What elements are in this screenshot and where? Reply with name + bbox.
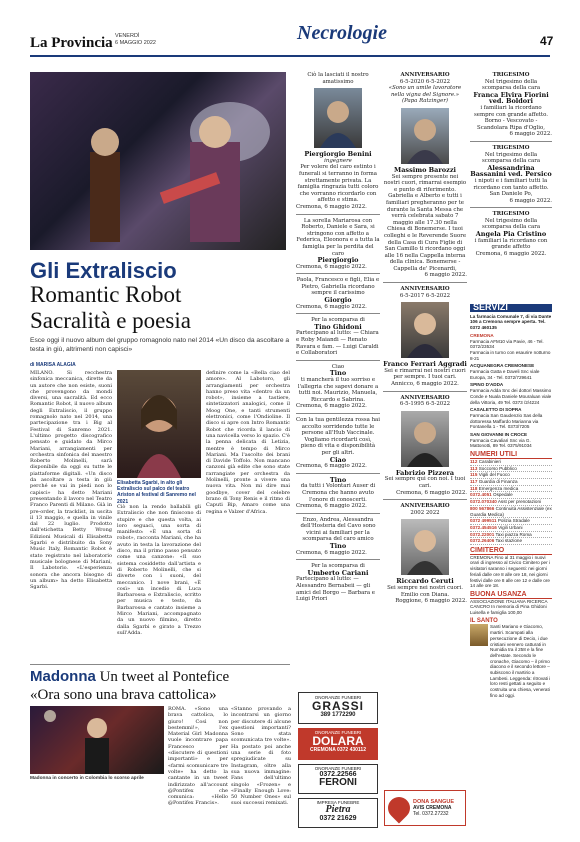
ad-phone: 389 1772290 [320,712,356,718]
numero-utile-number: 117 [470,478,478,484]
stage-illustration [30,72,286,250]
servizi-town-detail: Farmacia Cavaliari Snc via G. Mattonotti, 89 Tel. 0375/91034 [470,437,532,449]
numero-utile-number: 115 [470,472,478,478]
obit-text: Partecipano al lutto: — Chiara e Roby Maiandi — Renato Ravara e fam. — Luigi Caraldi e Collaboratori [296,330,379,357]
ad-phone: Tel. 0372.27232 [413,811,449,817]
ad-name: DOLARA [312,734,364,748]
trigesimo-column [470,72,552,302]
numero-utile-number: 800 567866 [470,505,495,511]
trigesimo-text: Nel trigesimo della scomparsa della cara [481,78,541,92]
servizi-box [470,304,552,808]
obit-text: Partecipano al lutto: — Alessandro Bernabeii — gli amici del Borgo — Barbara e Luigi Priori [296,576,375,603]
ad-pietra[interactable] [298,798,378,828]
servizi-town-detail: Farmacia San Gaudenzio Sas della dottoressa Maffardo Marianna via Fontanella 1 - Tel. 0373/7205 [470,412,543,430]
buona-usanza-text: ASSOCIAZIONE ITALIANA RICERCA CANCRO In memoria di Pina Ghidoni Luisella e famiglia 100,00 [470,598,548,616]
portrait-icon [401,108,449,164]
obit-name: Tino [329,369,347,378]
riccardo-ceruti-photo [401,519,449,575]
servizi-town: ACQUANEGRA CREMONESE [470,363,535,369]
obit-name: Tino [329,542,347,551]
masthead-rule [30,55,550,57]
anniversary-years: 6-5-1995 6-5-2022 [399,401,451,408]
santo-title: IL SANTO [470,617,498,624]
numero-utile-row [470,459,552,466]
trigesimo-text: Nel trigesimo della scomparsa della cara [481,151,541,165]
ad-line: IMPRESA FUNEBRE [316,800,360,805]
anniversary-name: Riccardo Ceruti [396,577,454,586]
trigesimo-name: Angela Pia Cristino [475,230,547,239]
numero-utile-label: Vigili Urbani [498,524,523,530]
numero-utile-number: 113 [470,465,478,471]
obit-name: Piergiorgio Benini [304,150,372,159]
massimo-barozzi-photo [401,108,449,164]
issue-date [115,33,156,47]
anniversary-label: ANNIVERSARIO [400,503,450,510]
anniversary-text: Sei e rimarrai nei nostri cuori per sempre. I tuoi cari. Annicco, 6 maggio 2022. [384,367,466,388]
numeri-utili-list [470,459,552,545]
numero-utile-label: Ospedale [493,492,513,498]
servizi-intro: La farmacia Comunale 7, di via Dante 106 a Cremona sempre aperta. Tel. 0372 460135 [470,313,552,331]
numeri-utili-title: NUMERI UTILI [470,452,552,459]
article-byline: di MARISA ALAGIA [30,362,76,368]
anniversary-label: ANNIVERSARIO [400,394,450,401]
obit-text: da tutti i Volontari Auser di Cremona che hanno avuto l'onore di conoscerti. [300,483,376,503]
servizi-cremona-title: CREMONA [470,332,494,338]
anniversary-quote: «Sono un umile lavoratore nella vigna del Signore.» (Papa Ratzinger) [388,85,462,105]
obit-name: Piergiorgio [317,256,359,265]
servizi-town: SAN GIOVANNI IN CROCE [470,432,528,438]
anniversaries-column [383,72,467,672]
ad-name: FERONI [319,777,357,788]
obit-heading: Per la scomparsa di [311,563,365,570]
numero-utile-row [470,532,552,539]
numero-utile-label: Asst per prenotazioni [497,499,542,505]
ad-grassi[interactable] [298,692,378,724]
numero-utile-number: 0372.26406 [470,538,495,544]
numero-utile-row [470,506,552,518]
article-subtitle: Esce oggi il nuovo album del gruppo romagnolo nato nel 2014 «Un disco da ascoltare a testa in giù, altrimenti non capisci» [30,337,290,353]
obit-text: ti mancherà il tuo sorriso e l'allegria che sapevi donare a tutti noi. Maurizio, Manuela, Riccardo e Sabrina. [297,377,379,403]
obit-text: Per volere del caro estinto i funerali si terranno in forma strettamente privata. La famiglia ringrazia tutti coloro che vorranno ricordarlo con affetto e stima. [297,164,379,204]
section-title: Necrologie [297,22,387,44]
servizi-pharmacy: Farmacia AFM10 via Pavie, 46 - Tel. 0372/23534 [470,338,544,350]
anniversary-text: Sei sempre qui con noi. I tuoi cari. [384,476,466,489]
numero-utile-label: Vigili del Fuoco [478,472,510,478]
concert-illustration [30,706,164,774]
second-title-line2: «Ora sono una brava cattolica» [30,687,217,703]
ad-line: DONA SANGUE [413,799,455,805]
second-article-kicker: Madonna [30,668,96,685]
ad-name: Pietra [325,804,351,815]
obit-date: Cremona, 6 maggio 2022. [296,403,367,410]
obit-name: Giorgio [324,296,352,305]
numero-utile-label: Emergenza medica [478,485,519,491]
numero-utile-label: Taxi piazza Roma [495,531,532,537]
numero-utile-number: 0372 499511 [470,518,497,524]
page-number: 47 [540,34,554,48]
obit-date: Cremona, 6 maggio 2022. [296,503,367,510]
ad-phone: CREMONA 0372 430112 [310,747,366,753]
trigesimo-text: Nel trigesimo della scomparsa della cara [481,217,541,231]
obit-heading: Per la scomparsa di [311,317,365,324]
anniversary-text: Sei sempre presente nei nostri cuori, rimarrai esempio e punto di riferimento. Gabriella e Alberto e tutti i familiari pregheranno per te durante la Santa Messa che verrà celebrata sabato 7 maggio alle 17.30 nella Chiesa di Bonemerse. I tuoi colleghi e le Reverende Suore della Casa di Cura Figlie di San Camillo ti ricordano oggi alle 16 nella Cappella interna della clinica. Bonemerse - Cappella de' Picenardi, [383,173,467,272]
santo-icon [470,624,488,646]
obituaries-column [296,72,380,672]
anniversary-name: Fabrizio Pizzera [395,468,455,477]
obit-name: Ciao [329,455,347,464]
trigesimo-text: i nipoti e i familiari tutti la ricordano con tanto affetto. San Daniele Po, [473,177,549,198]
numero-utile-label: Taxi stazione [495,538,523,544]
avis-drop-icon [383,792,414,823]
obit-name: Tino Ghidoni [314,322,362,331]
numero-utile-row [470,492,552,499]
numero-utile-row [470,472,552,479]
numero-utile-label: Carabinieri [478,458,501,464]
ad-avis[interactable] [384,790,466,826]
numero-utile-row [470,499,552,506]
obit-heading: Ciao [331,363,345,370]
portrait-icon [314,88,362,148]
article-title [30,282,290,334]
anniversary-date: Cremona, 6 maggio 2022. [396,489,467,496]
elisabetta-sgarbi-photo [117,370,201,478]
numero-utile-row [470,525,552,532]
numero-utile-number: 112 [470,458,478,464]
second-article-column-1: ROMA. «Sono una brava cattolica, lo giuro! Così non bestemmi!», l'ex Material Girl Madonna vuole incontrare papa Francesco per «discutere di questioni importanti» e per «farmi scomunicare tre volte» ha detto la cantante in un tweet indirizzato all'account @Pontifex che comunica: «Hello @Pontifex Francis». [168,706,228,807]
article-column-3: definire come la «Bella ciao del amore». Al Labotoro, gli arrangiamenti per orchestra hanno preso vita «dentro da un robot», insieme a tastiere, sintetizzatori analogici, come il Moog One, e tanti strumenti elettronici, come l'Ondioline. Il disco si apre con Intro Romantic Robot che ricorda il lancio di una navicella verso lo spazio. C'è la penna delicata di Letizia, mentre è tempo di Mirco Mariani. Ma l'ascolto dei brani di Davide Toffolo. Non mancano canzoni già edite che sono state rarrangiate per orchestra da Molinelli, pronte a vivere una nuova vita. Non mi dire mai goodbye, cover del celebre brano di Tony Renis e il ritmo di Caputi Bip, Amaro come una regina e Valzer d'Africa. [206,370,290,515]
ad-phone: 0372.22566 [319,771,357,778]
anniversary-name: Franco Ferrari Aggradi [383,360,467,369]
servizi-title: SERVIZI [470,304,552,312]
numero-utile-label: Soccorso Pubblico [478,465,517,471]
obit-date: Cremona, 6 maggio 2022. [296,203,367,210]
numero-utile-label: Polizia Stradale [497,518,530,524]
newspaper-logo: La Provincia [30,35,113,51]
cimitero-text: CREMONA Fino al 31 maggio i nuovi orari di ingresso al Civico Cimitero per i visitatori saranno i seguenti: nei giorni feriali dalle ore 8 alle ore 18, nei giorni festivi dalle ore 8 alle ore 12 e dalle ore 14 alle ore 18. [470,554,550,589]
article-title-line2: Sacralità e poesia [30,308,191,333]
franco-ferrari-photo [401,302,449,358]
anniversary-date: 6 maggio 2022. [424,272,467,279]
trigesimo-date: 6 maggio 2022. [509,131,552,138]
trigesimo-date: Cremona, 6 maggio 2022. [475,250,547,257]
trigesimo-label: TRIGESIMO [492,144,530,151]
numero-utile-row [470,538,552,545]
ad-phone: 0372 21629 [319,815,357,822]
anniversary-years: 2002 2022 [410,509,440,516]
portrait-icon [401,302,449,358]
buona-usanza-title: BUONA USANZA [470,592,552,599]
obit-heading: Ciò la lasciati il nostro amatissimo [307,72,369,85]
portrait-icon [401,411,449,467]
ad-line: ONORANZE FUNEBRI [314,730,362,735]
second-title-line1: Un tweet al Pontefice [99,669,230,685]
cimitero-title: CIMITERO [470,548,552,555]
piergiorgio-benini-photo [314,88,362,148]
obit-date: Cremona, 6 maggio 2022. [296,303,367,310]
anniversary-label: ANNIVERSARIO [400,72,450,78]
ad-dolara[interactable] [298,728,378,760]
trigesimo-name: Franca Elvira Fiorini ved. Boldori [473,90,549,106]
obit-name: Umberto Cariani [307,568,369,577]
numero-utile-row [470,486,552,493]
trigesimo-text: i familiari la ricordano con grande affetto [474,237,548,251]
numero-utile-row [470,479,552,486]
servizi-town-detail: Farmacia Adda Snc dei dottori Massimo Conde e Nuala Daniele Mouraluan viale della Vittoria, 49 Tel. 0373 /2/4224 [470,388,552,405]
trigesimo-label: TRIGESIMO [492,211,530,218]
servizi-town: CASALETTO DI SOPRA [470,407,522,413]
ad-line: ONORANZE FUNEBRI [314,766,362,771]
servizi-pharmacy: Farmacia in turno con esaurire notturno 8-21 [470,349,551,361]
obit-name: Tino [329,475,347,484]
photo-caption: Elisabetta Sgarbi, in alto gli Extraliscio sul palco del teatro Ariston al festival di Sanremo nel 2021 [117,480,196,505]
trigesimo-text: i familiari la ricordano sempre con grande affetto. Borno - Vescovato - Scandolara Ripa d'Oglio, [474,104,548,131]
ad-name: AVIS CREMONA [413,805,452,811]
second-article-title [30,668,292,704]
servizi-town: SPINO D'ADDA [470,382,504,388]
ad-line: ONORANZE FUNEBRI [314,695,362,700]
article-title-line1: Romantic Robot [30,282,182,307]
obit-date: Cremona, 6 maggio 2022. [296,463,367,470]
issue-day: VENERDÌ [115,33,140,39]
numero-utile-number: 118 [470,485,478,491]
article-kicker: Gli Extraliscio [30,258,177,283]
portrait-icon [401,519,449,575]
numero-utile-number: 0372.4051 [470,492,492,498]
portrait-illustration [117,370,201,478]
obit-text: Enzo, Andrea, Alessandra dell'Hosteria del Cavo sono vicini ai familiari per la scomparsa del caro amico [300,516,376,543]
fabrizio-pizzera-photo [401,411,449,467]
ad-name: GRASSI [311,699,364,713]
anniversary-years: 6-5-2020 6-5-2022 [399,78,451,85]
numero-utile-row [470,518,552,525]
obit-text: Con la tua gentilezza rossa hai accolto sorridendo tutte le persone all'Hub Vaccinale. Vogliamo ricordarti così, pieno di vita e disponibilità per gli altri. [296,416,380,456]
numero-utile-number: 0372.070340 [470,499,497,505]
anniversary-name: Massimo Barozzi [394,165,456,174]
trigesimo-label: TRIGESIMO [492,72,530,78]
numero-utile-label: Guardia di Finanza [478,478,518,484]
obit-text: La sorella Mariarosa con Roberto, Daniele e Sara, si stringono con affetto a Federica, Eleonora e a tutta la famiglia per la perdita del caro [296,217,380,257]
anniversary-years: 6-5-2017 6-5-2022 [399,292,451,299]
servizi-town-detail: Farmacia Gatta e Daveli Snc viale Europa, 34 - Tel. 0372/729641 [470,369,540,380]
anniversary-label: ANNIVERSARIO [400,286,450,293]
trigesimo-name: Alessandrina Bassanini ved. Persico [470,163,552,179]
numero-utile-number: 0372.454516 [470,524,497,530]
obit-text: Paola, Francesco e figli, Elia e Pietro, Gabriella ricordano sempre il carissimo [296,277,380,297]
article-divider [30,664,290,665]
obit-date: Cremona, 6 maggio 2022. [296,263,367,270]
article-column-1: MILANO. Si recchestra sinfonica meccanica, dirette da un autore che non esiste, suoni che provengono da mondi diversi, una sacralità. Ed ecco Romantic Robot, il nuovo album degli Extraliscio, il gruppo romagnolo nato nel 2014, una partecipazione tra i Big al Festival di Sanremo 2021. L'ultimo progetto discografico pensato e guidato da Mirco Mariani, arrangiamenti per orchestra sinfonica del maestro Roberto Molinelli, sarà disponibile da oggi su tutte le piattaforme digitali. «Un disco da ascoltare a testa in giù perché se vai in piedi non lo capisci» ha detto Mariani presentando il lavoro nel Teatro Franco Parenti di Milano. Già in pre-order, la tracklist, in uscita il 13 maggio, e quella in vinile dal 22 luglio. Prodotto dall'etichetta Betty Wrong Edizioni Musicali di Elisabetta Sgarbi e distribuito da Sony Music Italy, Romantic Robot è stato registrato nel laboratorio musicale bolognese di Mariani, Il Labotorio. «L'esperienza sonora che ancora bisogno di un album» ha detto Elisabetta Sgarbi. [30,370,112,591]
extraliscio-stage-photo [30,72,286,250]
second-article-column-2: «Stanno provando a incontrarsi un giorno per discutere di alcune questioni importanti? Sono stata scomunicata tre volte». Ha postato poi anche una serie di foto spregiudicate su Instagram, oltre alla sua nuova immagine: Fans dell'ultimo singolo «Frozen» e «Finally Enough Love: 50 Number Ones» sul suoi successi remixati. [231,706,291,807]
issue-date-text: 6 MAGGIO 2022 [115,40,156,46]
numero-utile-number: 0372.22001 [470,531,495,537]
anniversary-text: Sei sempre nei nostri cuori. Emilio con Diana. [387,584,463,598]
ad-feroni[interactable] [298,764,378,794]
obit-date: Cremona, 6 maggio 2022. [296,549,367,556]
second-photo-caption: Madonna in concerto in Colombia lo scorso aprile [30,776,144,781]
anniversary-date: Roggione, 6 maggio 2022. [395,598,467,605]
madonna-concert-photo [30,706,164,774]
numero-utile-label: Continuità Assistenziale (ex Guardia Medica) [470,505,552,517]
obit-role: ingegnere [324,157,352,164]
trigesimo-date: 6 maggio 2022. [509,197,552,204]
article-column-2: Ciò non la rendo ballabili gli Extraliscio che non finiscono di stupire e che questa volta, ai loro seguaci, una sorta di manifesto: «È una sorta di robot», racconta Mariani, che ha avuto in testa la lavorazione del disco, ma il primo passo pensato come una canzone: «Il suo sistema cosiddetto dall'artista e di Roberto Molinelli, che si diverte con i suoni, del meccanico. I nove brani, «È così» un incedio di Luca Barbarossa e Extraliscio, scritto per musica e testo, da Barbarossa e cantato insieme a Mirco Mariani, accompagnato da un nuovo filmino, diretto dalla Sgarbi e girato a Trezzo sull'Adda. [117,504,201,636]
santo-text: Santi Mariano e Giacomo, martiri. Scampati alla persecuzione di Decio, i due cristiani vennero catturati in Numidia tra il 258 e la fine dell'estate. Secondo le cronache, Giacomo – il primo diacono e il secondo lettore – subiscono il martirio a Lambesi. Leggenda: ritrovati i loro resti gettati a seguito e costruita una chiesa, venerati fino ad oggi. [490,624,551,698]
numero-utile-row [470,466,552,473]
